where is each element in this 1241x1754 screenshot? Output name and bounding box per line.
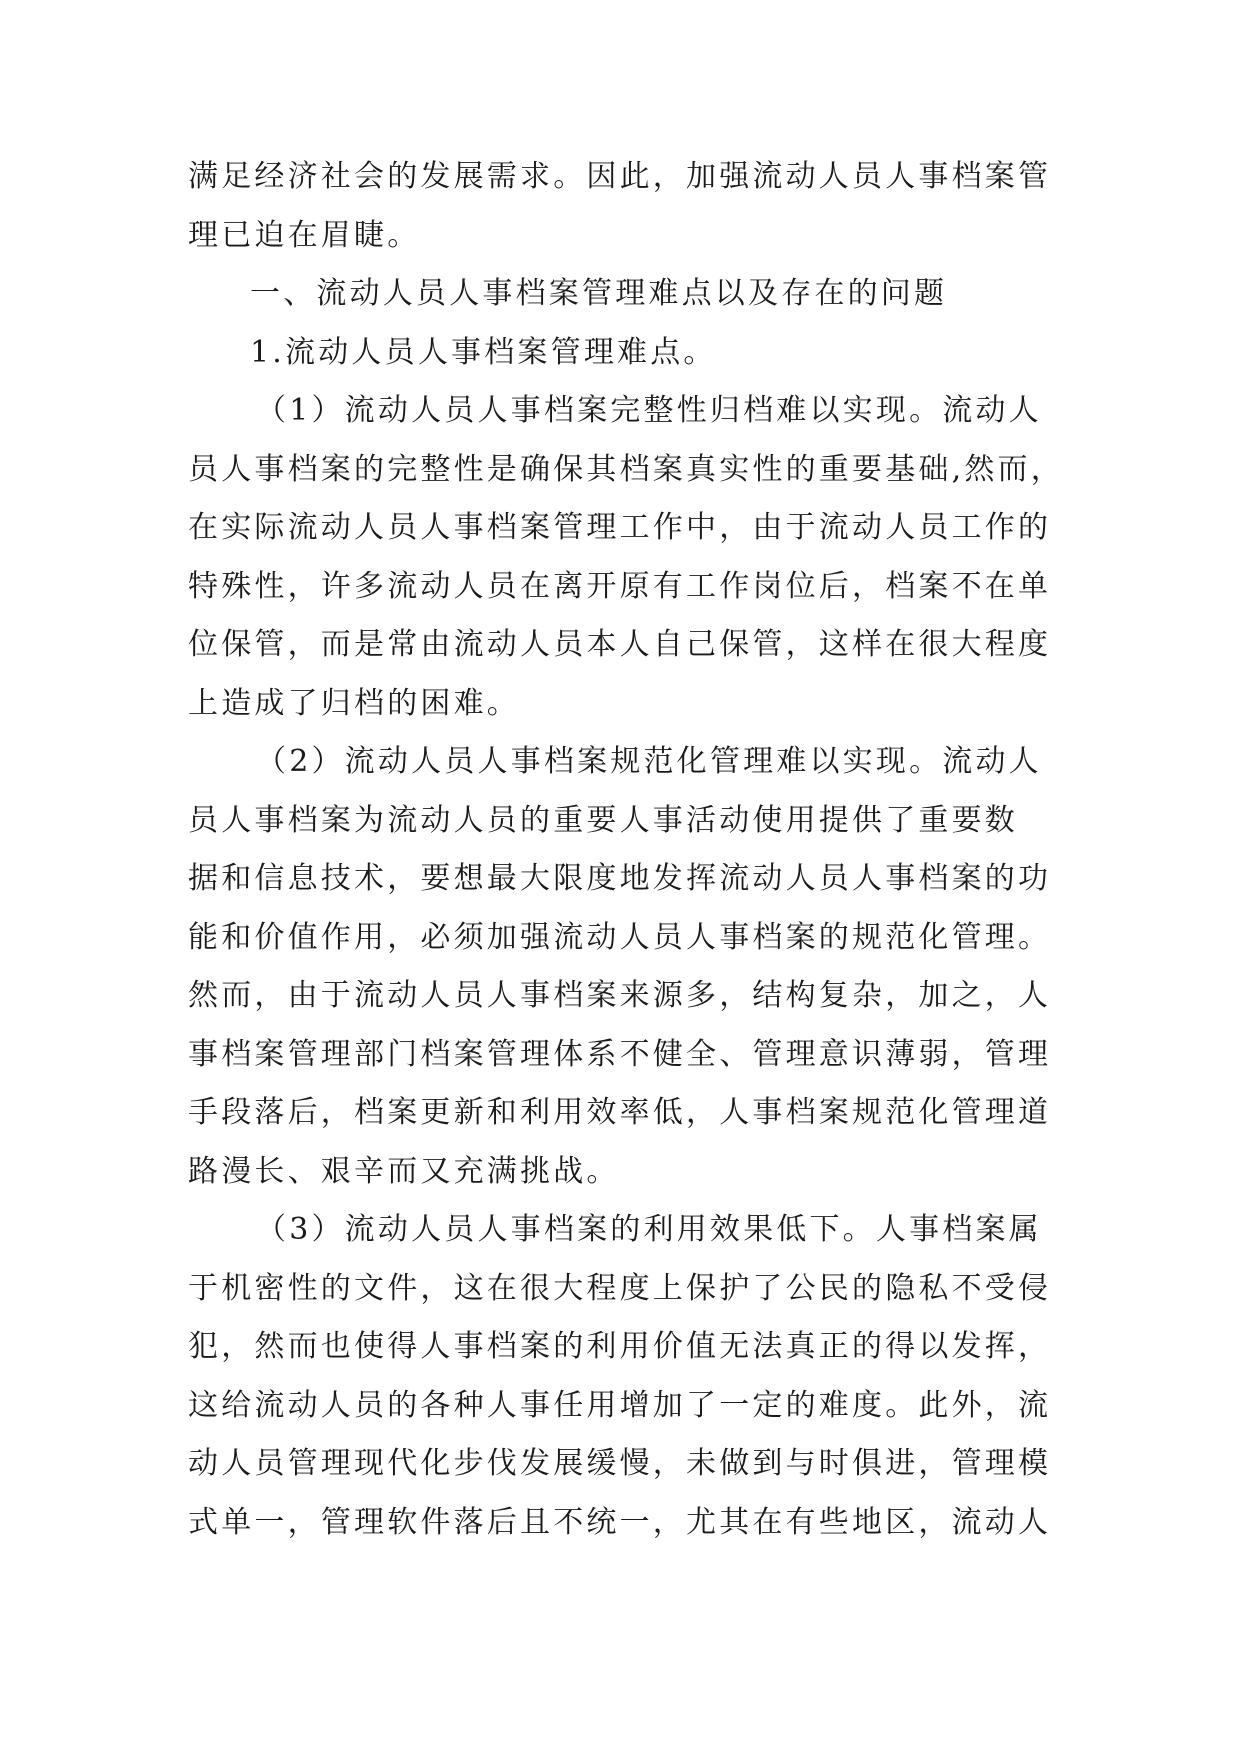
text-line: 满足经济社会的发展需求。因此，加强流动人员人事档案管 [188,159,1052,194]
text-line: 式单一，管理软件落后且不统一，尤其在有些地区，流动人 [188,1504,1052,1540]
text-line: 手段落后，档案更新和利用效率低，人事档案规范化管理道 [188,1095,1052,1130]
text-line: 一、流动人员人事档案管理难点以及存在的问题 [250,276,948,311]
text-line: 动人员管理现代化步伐发展缓慢，未做到与时俱进，管理模 [188,1446,1052,1481]
text-line: 事档案管理部门档案管理体系不健全、管理意识薄弱，管理 [188,1036,1052,1072]
text-line: 犯，然而也使得人事档案的利用价值无法真正的得以发挥， [188,1329,1052,1364]
text-line: 上造成了归档的困难。 [188,685,520,721]
text-line: 位保管，而是常由流动人员本人自己保管，这样在很大程度 [188,627,1052,662]
text-line: 能和价值作用，必须加强流动人员人事档案的规范化管理。 [188,919,1052,955]
text-line: 在实际流动人员人事档案管理工作中，由于流动人员工作的 [188,510,1052,545]
document-body [188,148,1068,1552]
text-line: （3）流动人员人事档案的利用效果低下。人事档案属 [256,1212,1042,1247]
text-line: 然而，由于流动人员人事档案来源多，结构复杂，加之，人 [188,978,1052,1013]
text-line: （1）流动人员人事档案完整性归档难以实现。流动人 [256,393,1042,428]
text-line: 于机密性的文件，这在很大程度上保护了公民的隐私不受侵 [188,1270,1052,1306]
text-line: 员人事档案为流动人员的重要人事活动使用提供了重要数 [188,802,1018,838]
text-line: 路漫长、艰辛而又充满挑战。 [188,1153,620,1189]
text-line: 1.流动人员人事档案管理难点。 [250,334,717,370]
text-line: 理已迫在眉睫。 [188,217,421,253]
text-line: 这给流动人员的各种人事任用增加了一定的难度。此外，流 [188,1387,1052,1423]
text-line: （2）流动人员人事档案规范化管理难以实现。流动人 [256,744,1042,779]
text-line: 特殊性，许多流动人员在离开原有工作岗位后，档案不在单 [188,568,1052,604]
text-line: 据和信息技术，要想最大限度地发挥流动人员人事档案的功 [188,861,1052,896]
text-line: 员人事档案的完整性是确保其档案真实性的重要基础,然而， [188,451,1064,487]
